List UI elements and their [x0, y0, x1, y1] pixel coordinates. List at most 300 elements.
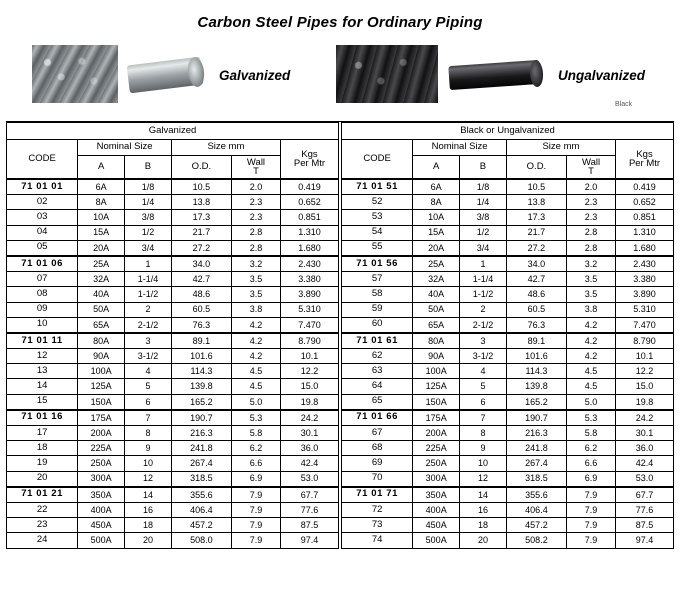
cell-kgs: 24.2	[616, 410, 674, 426]
cell-kgs: 30.1	[616, 426, 674, 441]
cell-wall: 3.5	[231, 272, 280, 287]
wall-line1: Wall	[581, 156, 601, 168]
cell-od: 216.3	[171, 426, 231, 441]
cell-kgs: 1.310	[616, 225, 674, 240]
cell-od: 21.7	[506, 225, 566, 240]
table-row	[7, 471, 339, 487]
cell-b: 1-1/4	[125, 272, 172, 287]
cell-code: 10	[7, 317, 78, 333]
cell-od: 60.5	[171, 302, 231, 317]
cell-kgs: 3.380	[280, 272, 338, 287]
cell-od: 101.6	[171, 349, 231, 364]
cell-od: 508.0	[171, 533, 231, 548]
cell-kgs: 3.380	[616, 272, 674, 287]
table-row	[7, 272, 339, 287]
cell-kgs: 0.652	[616, 195, 674, 210]
cell-wall: 7.9	[231, 487, 280, 503]
cell-wall: 4.5	[231, 364, 280, 379]
cell-code: 24	[7, 533, 78, 548]
table-row	[342, 210, 674, 225]
black-single-pipe-photo	[446, 45, 546, 103]
cell-a: 90A	[413, 349, 460, 364]
table-row	[342, 272, 674, 287]
cell-wall: 3.5	[567, 272, 616, 287]
cell-b: 9	[125, 441, 172, 456]
cell-a: 65A	[78, 317, 125, 333]
table-row	[342, 410, 674, 426]
cell-b: 1/4	[125, 195, 172, 210]
cell-od: 10.5	[171, 179, 231, 195]
table-row	[342, 502, 674, 517]
table-row	[7, 364, 339, 379]
cell-od: 406.4	[171, 502, 231, 517]
cell-kgs: 12.2	[280, 364, 338, 379]
cell-b: 1	[460, 256, 507, 272]
cell-code: 08	[7, 287, 78, 302]
cell-b: 3	[125, 333, 172, 349]
cell-wall: 4.5	[231, 379, 280, 394]
cell-wall: 3.8	[567, 302, 616, 317]
cell-od: 318.5	[171, 471, 231, 487]
cell-code: 60	[342, 317, 413, 333]
cell-code: 67	[342, 426, 413, 441]
cell-kgs: 42.4	[616, 456, 674, 471]
cell-kgs: 7.470	[280, 317, 338, 333]
cell-kgs: 1.680	[280, 240, 338, 256]
table-row	[7, 302, 339, 317]
cell-code: 55	[342, 240, 413, 256]
black-pipe-bundle-photo	[336, 45, 438, 103]
cell-wall: 7.9	[567, 487, 616, 503]
cell-kgs: 12.2	[616, 364, 674, 379]
col-header-kgs-per-mtr	[280, 140, 338, 180]
cell-kgs: 3.890	[616, 287, 674, 302]
cell-a: 8A	[413, 195, 460, 210]
cell-b: 6	[125, 394, 172, 410]
cell-a: 40A	[413, 287, 460, 302]
table-row	[7, 487, 339, 503]
cell-wall: 5.0	[567, 394, 616, 410]
cell-code: 14	[7, 379, 78, 394]
cell-code: 68	[342, 441, 413, 456]
cell-code: 15	[7, 394, 78, 410]
col-header-od: O.D.	[506, 156, 566, 180]
black-ungalvanized-spec-table	[341, 122, 674, 549]
cell-b: 1	[125, 256, 172, 272]
cell-b: 2-1/2	[460, 317, 507, 333]
cell-code: 71 01 06	[7, 256, 78, 272]
cell-kgs: 87.5	[616, 518, 674, 533]
cell-b: 3-1/2	[460, 349, 507, 364]
cell-code: 63	[342, 364, 413, 379]
table-row	[7, 333, 339, 349]
col-header-wall	[231, 156, 280, 180]
ungalvanized-heading: Ungalvanized	[558, 68, 646, 83]
cell-a: 15A	[78, 225, 125, 240]
cell-a: 350A	[78, 487, 125, 503]
col-header-a: A	[78, 156, 125, 180]
cell-a: 500A	[78, 533, 125, 548]
cell-od: 190.7	[171, 410, 231, 426]
cell-a: 450A	[413, 518, 460, 533]
cell-wall: 5.8	[231, 426, 280, 441]
cell-kgs: 53.0	[280, 471, 338, 487]
cell-wall: 4.5	[567, 379, 616, 394]
cell-a: 25A	[413, 256, 460, 272]
table-row	[342, 287, 674, 302]
cell-kgs: 77.6	[616, 502, 674, 517]
col-header-wall	[567, 156, 616, 180]
cell-a: 100A	[78, 364, 125, 379]
kgs-line1: Kgs	[636, 148, 653, 160]
cell-code: 70	[342, 471, 413, 487]
table-row	[7, 256, 339, 272]
cell-kgs: 97.4	[616, 533, 674, 548]
cell-code: 19	[7, 456, 78, 471]
cell-kgs: 5.310	[280, 302, 338, 317]
cell-wall: 4.2	[231, 333, 280, 349]
table-row	[342, 333, 674, 349]
cell-a: 225A	[78, 441, 125, 456]
cell-a: 400A	[413, 502, 460, 517]
cell-kgs: 36.0	[616, 441, 674, 456]
cell-code: 71 01 11	[7, 333, 78, 349]
cell-od: 10.5	[506, 179, 566, 195]
table-row	[342, 317, 674, 333]
cell-a: 500A	[413, 533, 460, 548]
cell-a: 125A	[78, 379, 125, 394]
cell-b: 5	[460, 379, 507, 394]
cell-kgs: 5.310	[616, 302, 674, 317]
cell-wall: 2.0	[231, 179, 280, 195]
cell-od: 76.3	[506, 317, 566, 333]
cell-a: 150A	[78, 394, 125, 410]
cell-od: 139.8	[506, 379, 566, 394]
cell-code: 64	[342, 379, 413, 394]
cell-code: 71 01 16	[7, 410, 78, 426]
cell-kgs: 10.1	[616, 349, 674, 364]
cell-kgs: 19.8	[280, 394, 338, 410]
cell-b: 4	[125, 364, 172, 379]
table-row	[342, 487, 674, 503]
cell-wall: 7.9	[231, 502, 280, 517]
cell-wall: 7.9	[567, 518, 616, 533]
cell-code: 13	[7, 364, 78, 379]
cell-a: 20A	[78, 240, 125, 256]
cell-kgs: 36.0	[280, 441, 338, 456]
galvanized-heading: Galvanized	[219, 68, 291, 83]
cell-code: 52	[342, 195, 413, 210]
cell-od: 89.1	[506, 333, 566, 349]
cell-od: 355.6	[506, 487, 566, 503]
cell-code: 73	[342, 518, 413, 533]
cell-kgs: 3.890	[280, 287, 338, 302]
cell-wall: 2.0	[567, 179, 616, 195]
col-header-kgs-per-mtr	[616, 140, 674, 180]
cell-kgs: 0.851	[616, 210, 674, 225]
cell-wall: 7.9	[567, 533, 616, 548]
cell-kgs: 0.652	[280, 195, 338, 210]
cell-wall: 3.5	[231, 287, 280, 302]
ungalvanized-caption: Black	[615, 101, 633, 108]
cell-wall: 2.3	[231, 210, 280, 225]
table-row	[7, 379, 339, 394]
cell-b: 20	[125, 533, 172, 548]
cell-kgs: 8.790	[280, 333, 338, 349]
col-header-od: O.D.	[171, 156, 231, 180]
page-title: Carbon Steel Pipes for Ordinary Piping	[197, 14, 483, 31]
cell-od: 139.8	[171, 379, 231, 394]
cell-code: 69	[342, 456, 413, 471]
cell-kgs: 7.470	[616, 317, 674, 333]
cell-b: 14	[460, 487, 507, 503]
cell-b: 2	[125, 302, 172, 317]
cell-wall: 3.5	[567, 287, 616, 302]
cell-a: 225A	[413, 441, 460, 456]
cell-wall: 6.2	[231, 441, 280, 456]
cell-wall: 5.0	[231, 394, 280, 410]
cell-a: 250A	[413, 456, 460, 471]
cell-a: 400A	[78, 502, 125, 517]
cell-od: 165.2	[506, 394, 566, 410]
cell-od: 114.3	[171, 364, 231, 379]
cell-wall: 5.8	[567, 426, 616, 441]
cell-od: 17.3	[506, 210, 566, 225]
cell-kgs: 19.8	[616, 394, 674, 410]
cell-a: 450A	[78, 518, 125, 533]
cell-code: 71 01 56	[342, 256, 413, 272]
cell-a: 8A	[78, 195, 125, 210]
cell-a: 200A	[78, 426, 125, 441]
cell-od: 17.3	[171, 210, 231, 225]
col-header-size-mm: Size mm	[506, 140, 615, 156]
table-row	[7, 426, 339, 441]
cell-kgs: 0.851	[280, 210, 338, 225]
cell-od: 13.8	[171, 195, 231, 210]
cell-a: 175A	[413, 410, 460, 426]
cell-a: 6A	[78, 179, 125, 195]
cell-od: 457.2	[171, 518, 231, 533]
cell-kgs: 77.6	[280, 502, 338, 517]
cell-code: 53	[342, 210, 413, 225]
cell-wall: 7.9	[231, 518, 280, 533]
table-row	[342, 364, 674, 379]
table-row	[7, 195, 339, 210]
cell-od: 406.4	[506, 502, 566, 517]
cell-wall: 6.6	[567, 456, 616, 471]
cell-kgs: 97.4	[280, 533, 338, 548]
cell-b: 1/2	[460, 225, 507, 240]
table-row	[342, 426, 674, 441]
cell-a: 32A	[78, 272, 125, 287]
table-row	[7, 394, 339, 410]
cell-od: 13.8	[506, 195, 566, 210]
hero-images-row	[6, 39, 674, 117]
cell-od: 241.8	[506, 441, 566, 456]
cell-code: 20	[7, 471, 78, 487]
cell-od: 355.6	[171, 487, 231, 503]
cell-code: 71 01 66	[342, 410, 413, 426]
cell-wall: 4.2	[231, 349, 280, 364]
cell-od: 60.5	[506, 302, 566, 317]
cell-a: 150A	[413, 394, 460, 410]
cell-b: 18	[125, 518, 172, 533]
cell-code: 03	[7, 210, 78, 225]
cell-od: 457.2	[506, 518, 566, 533]
cell-od: 48.6	[506, 287, 566, 302]
col-header-nominal-size: Nominal Size	[78, 140, 172, 156]
cell-code: 18	[7, 441, 78, 456]
col-header-b: B	[460, 156, 507, 180]
cell-a: 350A	[413, 487, 460, 503]
cell-wall: 2.3	[567, 210, 616, 225]
cell-kgs: 67.7	[616, 487, 674, 503]
galvanized-spec-table	[6, 122, 339, 549]
cell-b: 1/4	[460, 195, 507, 210]
kgs-line2: Per Mtr	[293, 158, 326, 169]
table-caption-galvanized: Galvanized	[7, 123, 339, 140]
cell-kgs: 1.310	[280, 225, 338, 240]
cell-od: 27.2	[506, 240, 566, 256]
cell-b: 5	[125, 379, 172, 394]
cell-b: 10	[460, 456, 507, 471]
col-header-a: A	[413, 156, 460, 180]
cell-a: 15A	[413, 225, 460, 240]
table-row	[7, 533, 339, 548]
cell-code: 59	[342, 302, 413, 317]
cell-a: 25A	[78, 256, 125, 272]
table-caption-black-ungalvanized: Black or Ungalvanized	[342, 123, 674, 140]
cell-wall: 4.2	[567, 317, 616, 333]
table-row	[342, 195, 674, 210]
cell-kgs: 24.2	[280, 410, 338, 426]
cell-b: 1/8	[125, 179, 172, 195]
cell-od: 190.7	[506, 410, 566, 426]
cell-b: 14	[125, 487, 172, 503]
cell-a: 50A	[78, 302, 125, 317]
black-ungalvanized-table-body	[342, 179, 674, 548]
cell-od: 89.1	[171, 333, 231, 349]
galvanized-table-body	[7, 179, 339, 548]
cell-a: 65A	[413, 317, 460, 333]
cell-code: 05	[7, 240, 78, 256]
cell-od: 165.2	[171, 394, 231, 410]
cell-od: 42.7	[506, 272, 566, 287]
cell-b: 3/4	[460, 240, 507, 256]
cell-kgs: 0.419	[280, 179, 338, 195]
catalog-page	[0, 14, 680, 592]
table-row	[342, 349, 674, 364]
cell-b: 3	[460, 333, 507, 349]
cell-b: 18	[460, 518, 507, 533]
cell-a: 300A	[78, 471, 125, 487]
table-row	[342, 179, 674, 195]
cell-a: 80A	[78, 333, 125, 349]
cell-code: 12	[7, 349, 78, 364]
col-header-code: CODE	[7, 140, 78, 180]
cell-wall: 4.2	[567, 349, 616, 364]
cell-b: 6	[460, 394, 507, 410]
table-row	[342, 256, 674, 272]
cell-od: 42.7	[171, 272, 231, 287]
cell-code: 22	[7, 502, 78, 517]
cell-kgs: 87.5	[280, 518, 338, 533]
cell-b: 1-1/4	[460, 272, 507, 287]
cell-b: 16	[125, 502, 172, 517]
table-row	[342, 240, 674, 256]
cell-wall: 2.8	[567, 225, 616, 240]
table-row	[7, 240, 339, 256]
cell-od: 241.8	[171, 441, 231, 456]
cell-a: 6A	[413, 179, 460, 195]
cell-b: 3/4	[125, 240, 172, 256]
galvanized-pipe-bundle-photo	[32, 45, 118, 103]
cell-b: 20	[460, 533, 507, 548]
cell-b: 16	[460, 502, 507, 517]
cell-b: 3/8	[460, 210, 507, 225]
cell-b: 1/8	[460, 179, 507, 195]
cell-b: 1-1/2	[125, 287, 172, 302]
cell-kgs: 30.1	[280, 426, 338, 441]
table-row	[342, 456, 674, 471]
cell-od: 21.7	[171, 225, 231, 240]
cell-code: 62	[342, 349, 413, 364]
cell-kgs: 1.680	[616, 240, 674, 256]
cell-b: 3-1/2	[125, 349, 172, 364]
cell-code: 71 01 71	[342, 487, 413, 503]
cell-kgs: 10.1	[280, 349, 338, 364]
cell-a: 10A	[413, 210, 460, 225]
cell-wall: 6.2	[567, 441, 616, 456]
cell-code: 65	[342, 394, 413, 410]
cell-code: 54	[342, 225, 413, 240]
table-row	[342, 518, 674, 533]
cell-a: 50A	[413, 302, 460, 317]
cell-wall: 5.3	[567, 410, 616, 426]
cell-a: 20A	[413, 240, 460, 256]
cell-wall: 2.8	[231, 240, 280, 256]
cell-kgs: 42.4	[280, 456, 338, 471]
cell-od: 48.6	[171, 287, 231, 302]
table-row	[342, 379, 674, 394]
spec-tables-container	[0, 122, 680, 549]
cell-wall: 3.8	[231, 302, 280, 317]
cell-od: 101.6	[506, 349, 566, 364]
cell-a: 40A	[78, 287, 125, 302]
cell-od: 114.3	[506, 364, 566, 379]
cell-wall: 2.3	[231, 195, 280, 210]
cell-wall: 2.8	[567, 240, 616, 256]
table-row	[342, 394, 674, 410]
table-row	[7, 502, 339, 517]
cell-code: 02	[7, 195, 78, 210]
cell-code: 71 01 21	[7, 487, 78, 503]
cell-a: 300A	[413, 471, 460, 487]
cell-wall: 5.3	[231, 410, 280, 426]
cell-code: 71 01 01	[7, 179, 78, 195]
cell-code: 09	[7, 302, 78, 317]
cell-wall: 4.5	[567, 364, 616, 379]
cell-od: 34.0	[171, 256, 231, 272]
cell-kgs: 0.419	[616, 179, 674, 195]
cell-b: 2	[460, 302, 507, 317]
cell-b: 8	[460, 426, 507, 441]
cell-kgs: 8.790	[616, 333, 674, 349]
cell-b: 2-1/2	[125, 317, 172, 333]
cell-b: 12	[125, 471, 172, 487]
cell-wall: 2.8	[231, 225, 280, 240]
cell-code: 07	[7, 272, 78, 287]
